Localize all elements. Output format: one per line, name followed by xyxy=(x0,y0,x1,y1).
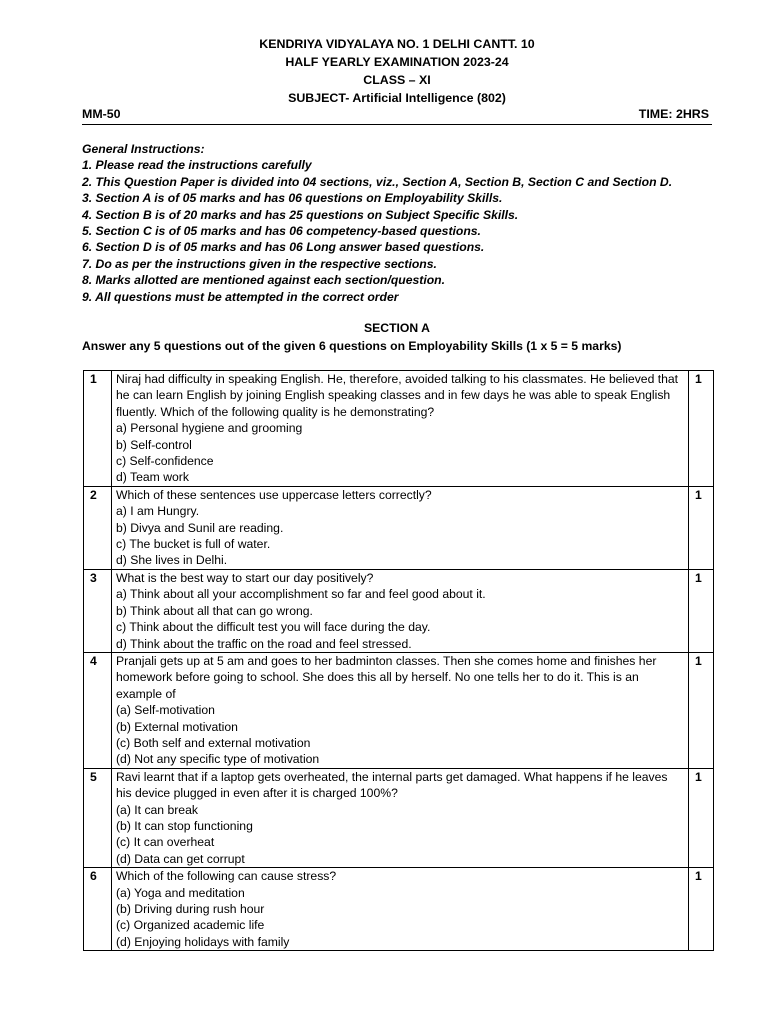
table-row xyxy=(84,569,714,652)
questions-table xyxy=(83,370,714,951)
question-option: (a) Self-motivation xyxy=(116,703,215,718)
table-row xyxy=(84,486,714,569)
question-option: (b) Driving during rush hour xyxy=(116,902,265,916)
section-subtitle: Answer any 5 questions out of the given 6 questions on Employability Skills (1 x 5 = 5 marks) xyxy=(82,339,622,353)
instruction-line: 3. Section A is of 05 marks and has 06 questions on Employability Skills. xyxy=(82,191,503,206)
instruction-line: 2. This Question Paper is divided into 04 sections, viz., Section A, Section B, Section C and Section D. xyxy=(82,174,673,189)
general-instructions xyxy=(82,141,722,305)
question-text: Ravi learnt that if a laptop gets overheated, the internal parts get damaged. What happens if he leaves his device plugged in even after it is charged 100%? xyxy=(116,769,668,801)
question-option: c) Self-confidence xyxy=(116,454,214,469)
question-option: c) Think about the difficult test you will face during the day. xyxy=(116,620,431,635)
question-option: a) I am Hungry. xyxy=(116,504,200,519)
question-number: 5 xyxy=(84,768,112,867)
question-option: a) Think about all your accomplishment so far and feel good about it. xyxy=(116,587,486,602)
subject-label: SUBJECT- Artificial Intelligence (802) xyxy=(288,91,506,105)
table-row xyxy=(84,868,714,951)
question-option: (b) It can stop functioning xyxy=(116,818,253,833)
question-marks: 1 xyxy=(689,768,714,867)
class-label: CLASS – XI xyxy=(363,73,431,87)
question-option: b) Self-control xyxy=(116,437,192,452)
question-option: d) Team work xyxy=(116,470,189,485)
time-allowed: TIME: 2HRS xyxy=(638,107,709,121)
question-option: b) Think about all that can go wrong. xyxy=(116,603,313,618)
question-option: c) The bucket is full of water. xyxy=(116,537,271,552)
question-text: Which of the following can cause stress? xyxy=(116,869,337,884)
instruction-line: 8. Marks allotted are mentioned against each section/question. xyxy=(82,273,446,288)
question-option: (a) It can break xyxy=(116,802,198,817)
instruction-line: 7. Do as per the instructions given in the respective sections. xyxy=(82,256,437,271)
question-body xyxy=(112,768,689,867)
instruction-line: 6. Section D is of 05 marks and has 06 Long answer based questions. xyxy=(82,240,485,255)
question-option: a) Personal hygiene and grooming xyxy=(116,421,303,436)
question-body xyxy=(112,486,689,569)
instruction-line: 5. Section C is of 05 marks and has 06 competency-based questions. xyxy=(82,223,481,238)
instruction-line: 4. Section B is of 20 marks and has 25 questions on Subject Specific Skills. xyxy=(82,207,519,222)
question-number: 1 xyxy=(84,371,112,487)
table-row xyxy=(84,768,714,867)
question-text: Which of these sentences use uppercase letters correctly? xyxy=(116,487,432,502)
question-option: (c) Both self and external motivation xyxy=(116,735,311,750)
question-marks: 1 xyxy=(689,371,714,487)
question-option: (d) Enjoying holidays with family xyxy=(116,934,290,949)
question-number: 6 xyxy=(84,868,112,951)
question-text: Niraj had difficulty in speaking English. He, therefore, avoided talking to his classmates. He believed that he can learn English by joining English speaking classes and in few days he was able to speak English fluently. Which of the following quality is he demonstrating? xyxy=(116,372,679,419)
question-body xyxy=(112,652,689,768)
question-option: b) Divya and Sunil are reading. xyxy=(116,520,284,535)
question-number: 4 xyxy=(84,652,112,768)
section-title: SECTION A xyxy=(364,321,430,335)
question-text: Pranjali gets up at 5 am and goes to her badminton classes. Then she comes home and finishes her homework before going to school. She does this all by herself. No one tells her to do it. This is an example of xyxy=(116,653,657,701)
question-marks: 1 xyxy=(689,569,714,652)
exam-title: HALF YEARLY EXAMINATION 2023-24 xyxy=(285,55,509,69)
question-option: (c) It can overheat xyxy=(116,835,215,850)
question-option: (a) Yoga and meditation xyxy=(116,885,245,900)
question-option: (c) Organized academic life xyxy=(116,918,265,933)
instruction-line: 1. Please read the instructions carefully xyxy=(82,158,312,173)
question-body xyxy=(112,569,689,652)
question-option: (b) External motivation xyxy=(116,719,238,734)
instruction-line: General Instructions: xyxy=(82,142,205,156)
question-number: 3 xyxy=(84,569,112,652)
question-body xyxy=(112,868,689,951)
school-name: KENDRIYA VIDYALAYA NO. 1 DELHI CANTT. 10 xyxy=(259,37,535,51)
instruction-line: 9. All questions must be attempted in the correct order xyxy=(82,289,399,304)
question-marks: 1 xyxy=(689,868,714,951)
question-option: (d) Data can get corrupt xyxy=(116,851,245,866)
table-row xyxy=(84,371,714,487)
question-text: What is the best way to start our day positively? xyxy=(116,570,374,585)
header-divider xyxy=(82,124,712,125)
question-option: (d) Not any specific type of motivation xyxy=(116,752,320,767)
question-marks: 1 xyxy=(689,652,714,768)
question-number: 2 xyxy=(84,486,112,569)
exam-header xyxy=(82,35,712,107)
table-row xyxy=(84,652,714,768)
question-option: d) Think about the traffic on the road and feel stressed. xyxy=(116,636,412,651)
question-marks: 1 xyxy=(689,486,714,569)
question-option: d) She lives in Delhi. xyxy=(116,553,228,568)
max-marks: MM-50 xyxy=(82,107,121,121)
question-body xyxy=(112,371,689,487)
